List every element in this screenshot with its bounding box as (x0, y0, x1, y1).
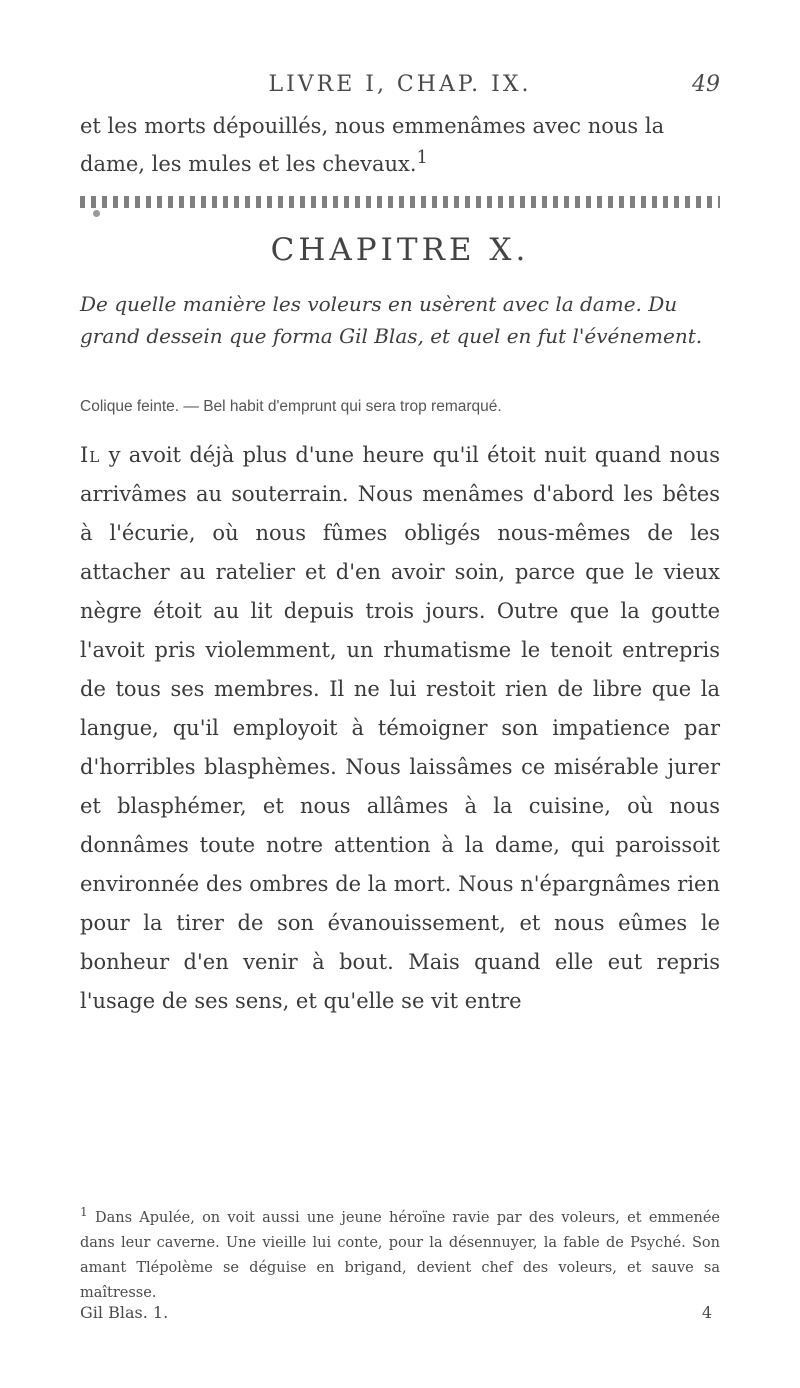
running-head: LIVRE I, CHAP. IX. (268, 72, 532, 97)
body-text (80, 436, 720, 1021)
footnote-ref: 1 (416, 148, 428, 168)
chapter-summary: De quelle manière les voleurs en usèrent avec la dame. Du grand dessein que forma Gil Blas, et quel en fut l'événement. (80, 292, 703, 348)
footnote-marker: 1 (80, 1205, 88, 1219)
footnote (80, 1200, 720, 1306)
body-paragraph-text: y avoit déjà plus d'une heure qu'il étoit nuit quand nous arrivâmes au souterrain. Nous menâmes d'abord les bêtes à l'écurie, où nous fûmes obligés nous-mêmes de les attacher au ratelier et d'en avoir soin, parce que le vieux nègre étoit au lit depuis trois jours. Outre que la goutte l'avoit pris violemment, un rhumatisme le tenoit entrepris de tous ses membres. Il ne lui restoit rien de libre que la langue, qu'il employoit à témoigner son impatience par d'horribles blasphèmes. Nous laissâmes ce misérable jurer et blasphémer, et nous allâmes à la cuisine, où nous donnâmes toute notre attention à la dame, qui paroissoit environnée des ombres de la mort. Nous n'épargnâmes rien pour la tirer de son évanouissement, et nous eûmes le bonheur d'en venir à bout. Mais quand elle eut repris l'usage de ses sens, et qu'elle se vit entre (80, 443, 720, 1013)
body-paragraph (80, 436, 720, 1021)
ornament-dot (93, 210, 100, 217)
chapter-argument: Colique feinte. — Bel habit d'emprunt qui sera trop remarqué. (80, 398, 502, 415)
running-header (80, 72, 720, 108)
drop-initial: Il (80, 443, 101, 467)
ornamental-rule (80, 196, 720, 208)
chapter-title: CHAPITRE X. (270, 232, 530, 268)
signature-number: 4 (701, 1303, 712, 1322)
footnote-text: Dans Apulée, on voit aussi une jeune héroïne ravie par des voleurs, et emmenée dans leur caverne. Une vieille lui conte, pour la désennuyer, la fable de Psyché. Son amant Tlépolème se déguise en brigand, devient chef des voleurs, et sauve sa maîtresse. (80, 1209, 720, 1301)
continuation-text: et les morts dépouillés, nous emmenâmes avec nous la dame, les mules et les chevaux. (80, 114, 665, 176)
signature-line (80, 1303, 720, 1327)
signature-mark: Gil Blas. 1. (80, 1303, 169, 1322)
continuation-paragraph (80, 110, 720, 180)
page-number: 49 (692, 72, 720, 97)
